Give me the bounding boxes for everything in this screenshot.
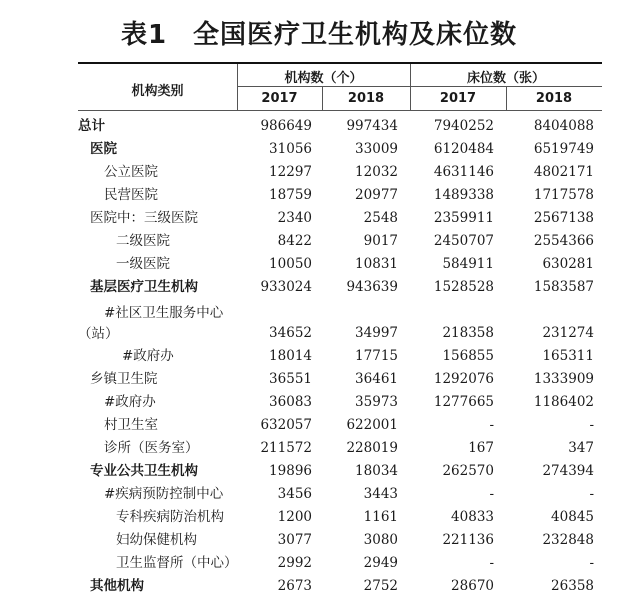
cell-value: -	[589, 555, 594, 571]
data-table-body	[78, 115, 602, 598]
table-title-text: 全国医疗卫生机构及床位数	[193, 20, 518, 50]
row-label: 妇幼保健机构	[116, 532, 197, 548]
table-number: 表1	[120, 20, 168, 50]
cell-value: 31056	[269, 141, 312, 157]
cell-value: 584911	[442, 256, 494, 272]
cell-value: 12297	[269, 164, 312, 180]
cell-value: 943639	[346, 279, 398, 295]
cell-value: 10831	[355, 256, 398, 272]
cell-value: 36461	[355, 371, 398, 387]
cell-value: 18014	[269, 348, 312, 364]
cell-value: 36551	[269, 371, 312, 387]
cell-value: 156855	[442, 348, 494, 364]
row-label: 专科疾病防治机构	[116, 509, 224, 525]
row-label: 二级医院	[116, 233, 170, 249]
cell-value: 3443	[363, 486, 398, 502]
cell-value: 34997	[355, 325, 398, 341]
row-label: 总计	[78, 118, 105, 134]
row-label: 公立医院	[104, 164, 158, 180]
cell-value: 4802171	[533, 164, 594, 180]
cell-value: 1489338	[433, 187, 494, 203]
cell-value: 35973	[355, 394, 398, 410]
cell-value: 1717578	[533, 187, 594, 203]
cell-value: 18034	[355, 463, 398, 479]
row-label: 一级医院	[116, 256, 170, 272]
cell-value: 231274	[542, 325, 594, 341]
cell-value: 1583587	[533, 279, 594, 295]
row-label: 诊所（医务室）	[104, 440, 199, 456]
table-row	[78, 345, 602, 368]
cell-value: -	[489, 417, 494, 433]
table-row	[78, 437, 602, 460]
table-row	[78, 276, 602, 299]
cell-value: 12032	[355, 164, 398, 180]
row-label: 基层医疗卫生机构	[90, 279, 198, 295]
row-label: #疾病预防控制中心	[104, 486, 224, 502]
header-year-inst-2017: 2017	[261, 91, 298, 106]
cell-value: 19896	[269, 463, 312, 479]
cell-value: 1277665	[433, 394, 494, 410]
table-row	[78, 207, 602, 230]
cell-value: 6120484	[433, 141, 494, 157]
header-beds: 床位数（张）	[466, 71, 545, 86]
cell-value: 274394	[542, 463, 594, 479]
row-label: 医院	[90, 141, 117, 157]
table-row	[78, 253, 602, 276]
cell-value: 36083	[269, 394, 312, 410]
table-row	[78, 552, 602, 575]
cell-value: 2567138	[533, 210, 594, 226]
row-label: #政府办	[122, 348, 174, 364]
row-label: 乡镇卫生院	[90, 371, 158, 387]
cell-value: -	[589, 486, 594, 502]
cell-value: 218358	[442, 325, 494, 341]
cell-value: 1200	[277, 509, 312, 525]
cell-value: 228019	[346, 440, 398, 456]
table-row	[78, 184, 602, 207]
cell-value: 6519749	[533, 141, 594, 157]
cell-value: 2548	[363, 210, 398, 226]
cell-value: -	[589, 417, 594, 433]
cell-value: 2340	[277, 210, 312, 226]
header-year-beds-2018: 2018	[535, 91, 573, 106]
cell-value: 347	[568, 440, 594, 456]
cell-value: 1292076	[433, 371, 494, 387]
cell-value: 2554366	[533, 233, 594, 249]
cell-value: 997434	[346, 118, 398, 134]
table-row	[78, 161, 602, 184]
cell-value: 2673	[277, 578, 312, 594]
cell-value: 2752	[363, 578, 398, 594]
cell-value: 167	[468, 440, 494, 456]
cell-value: 1528528	[433, 279, 494, 295]
cell-value: 8422	[277, 233, 312, 249]
row-label: 民营医院	[104, 187, 158, 203]
header-category: 机构类别	[131, 84, 184, 99]
row-label: 村卫生室	[104, 417, 158, 433]
cell-value: 18759	[269, 187, 312, 203]
cell-value: 26358	[551, 578, 594, 594]
row-label-line: （站）	[78, 326, 119, 342]
cell-value: 4631146	[433, 164, 494, 180]
cell-value: 232848	[542, 532, 594, 548]
header-institutions: 机构数（个）	[284, 71, 363, 86]
cell-value: 40845	[551, 509, 594, 525]
cell-value: 933024	[260, 279, 312, 295]
cell-value: 9017	[363, 233, 398, 249]
data-table	[78, 115, 602, 598]
cell-value: 262570	[442, 463, 494, 479]
header-year-beds-2017: 2017	[439, 91, 477, 106]
table-title	[0, 14, 638, 51]
cell-value: 7940252	[433, 118, 494, 134]
header-year-inst-2018: 2018	[347, 91, 385, 106]
row-label	[78, 299, 237, 345]
cell-value: 211572	[260, 440, 312, 456]
cell-value: 17715	[355, 348, 398, 364]
table-row	[78, 460, 602, 483]
cell-value: 630281	[542, 256, 594, 272]
table-row	[78, 529, 602, 552]
cell-value: 1161	[363, 509, 398, 525]
cell-value: 2450707	[433, 233, 494, 249]
cell-value: 28670	[451, 578, 494, 594]
cell-value: 8404088	[533, 118, 594, 134]
cell-value: 40833	[451, 509, 494, 525]
row-label: 医院中：三级医院	[90, 210, 198, 226]
cell-value: -	[489, 486, 494, 502]
cell-value: 2359911	[433, 210, 494, 226]
cell-value: 34652	[269, 325, 312, 341]
cell-value: 3077	[277, 532, 312, 548]
cell-value: 622001	[346, 417, 398, 433]
cell-value: 3456	[277, 486, 312, 502]
cell-value: 3080	[363, 532, 398, 548]
row-label: #政府办	[104, 394, 156, 410]
row-label: 其他机构	[90, 578, 144, 594]
cell-value: 1333909	[533, 371, 594, 387]
cell-value: 632057	[260, 417, 312, 433]
row-label: 卫生监督所（中心）	[116, 555, 238, 571]
table-row	[78, 391, 602, 414]
table-row	[78, 230, 602, 253]
table-row	[78, 138, 602, 161]
cell-value: 1186402	[533, 394, 594, 410]
table-row	[78, 299, 602, 345]
table-row	[78, 368, 602, 391]
cell-value: 165311	[542, 348, 594, 364]
row-label-line: #社区卫生服务中心	[104, 305, 224, 321]
cell-value: 986649	[260, 118, 312, 134]
table-row	[78, 506, 602, 529]
header-bottom-rule	[78, 110, 602, 111]
header-group-rule	[237, 86, 602, 87]
table-row	[78, 483, 602, 506]
cell-value: 2992	[277, 555, 312, 571]
table-row	[78, 414, 602, 437]
cell-value: 2949	[363, 555, 398, 571]
cell-value: 221136	[442, 532, 494, 548]
top-rule	[78, 62, 602, 64]
row-label: 专业公共卫生机构	[90, 463, 198, 479]
table-row	[78, 115, 602, 138]
cell-value: 10050	[269, 256, 312, 272]
cell-value: 33009	[355, 141, 398, 157]
cell-value: -	[489, 555, 494, 571]
cell-value: 20977	[355, 187, 398, 203]
